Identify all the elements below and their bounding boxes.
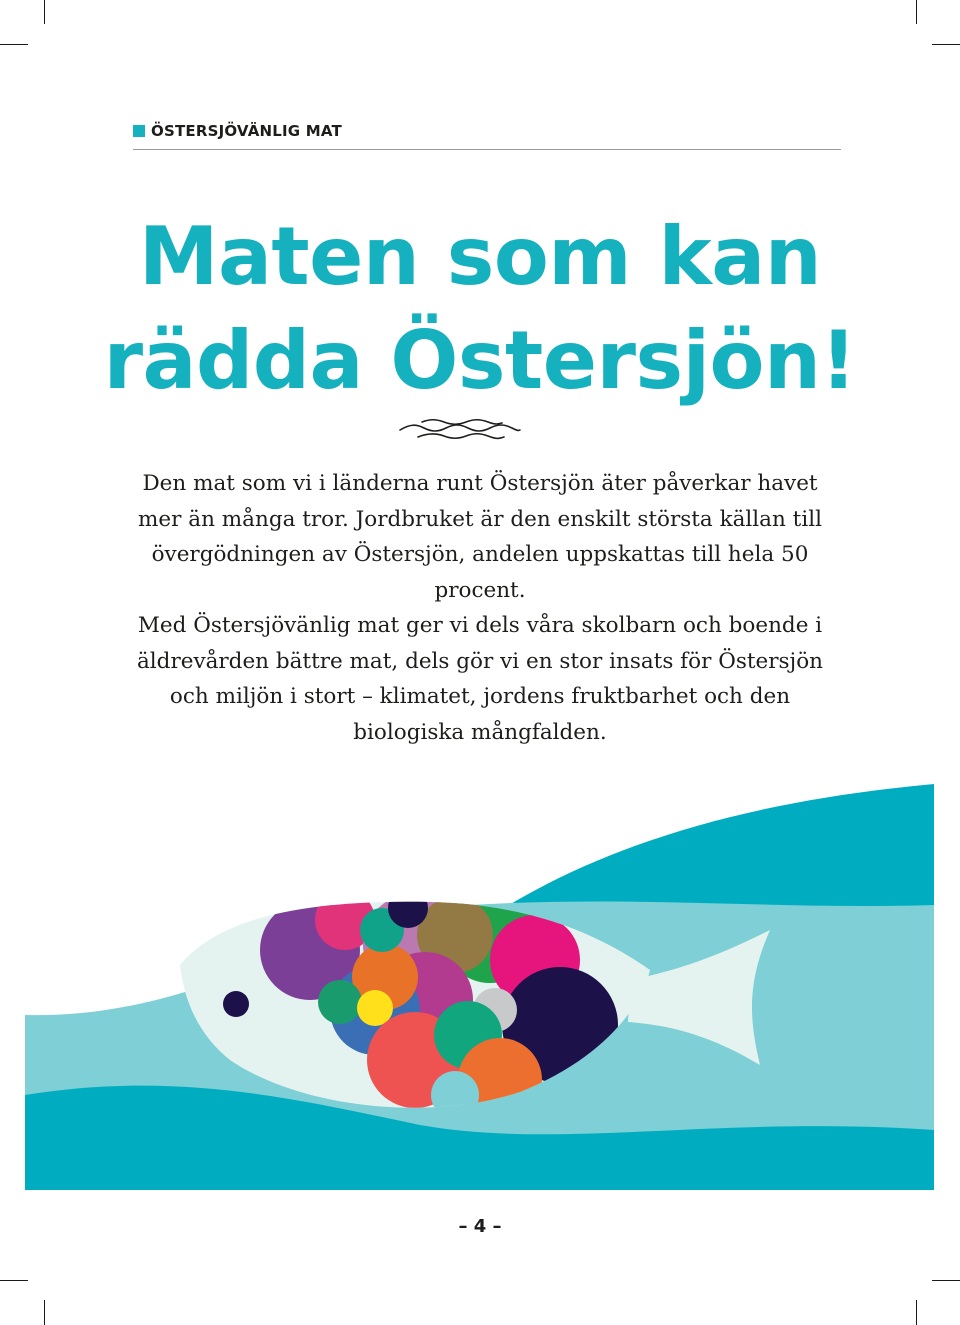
- fish-eye: [223, 991, 249, 1017]
- crop-mark: [0, 1280, 28, 1281]
- title-line-2: rädda Östersjön!: [103, 314, 857, 407]
- crop-mark: [916, 1300, 917, 1325]
- section-divider: [133, 149, 841, 150]
- section-header: [133, 122, 342, 140]
- page-title: [0, 205, 960, 413]
- crop-mark: [916, 0, 917, 24]
- page-number: – 4 –: [458, 1216, 502, 1237]
- section-square-icon: [133, 125, 145, 137]
- intro-paragraph-1: Den mat som vi i länderna runt Östersjön äter påverkar havet mer än många tror. Jordbruket är den enskilt största källan till övergödningen av Östersjön, andelen uppskattas till hela 50 procent.: [138, 471, 822, 603]
- intro-text: [120, 466, 840, 750]
- fish-illustration: [0, 770, 960, 1190]
- crop-mark: [44, 0, 45, 24]
- crop-mark: [932, 1280, 960, 1281]
- intro-paragraph-2: Med Östersjövänlig mat ger vi dels våra skolbarn och boende i äldrevården bättre mat, dels gör vi en stor insats för Östersjön och miljön i stort – klimatet, jordens fruktbarhet och den biologiska mångfalden.: [136, 613, 823, 745]
- title-line-1: Maten som kan: [138, 210, 822, 303]
- crop-mark: [932, 44, 960, 45]
- section-label: ÖSTERSJÖVÄNLIG MAT: [151, 122, 342, 140]
- wave-ornament-icon: [398, 418, 522, 444]
- crop-mark: [44, 1300, 45, 1325]
- crop-mark: [0, 44, 28, 45]
